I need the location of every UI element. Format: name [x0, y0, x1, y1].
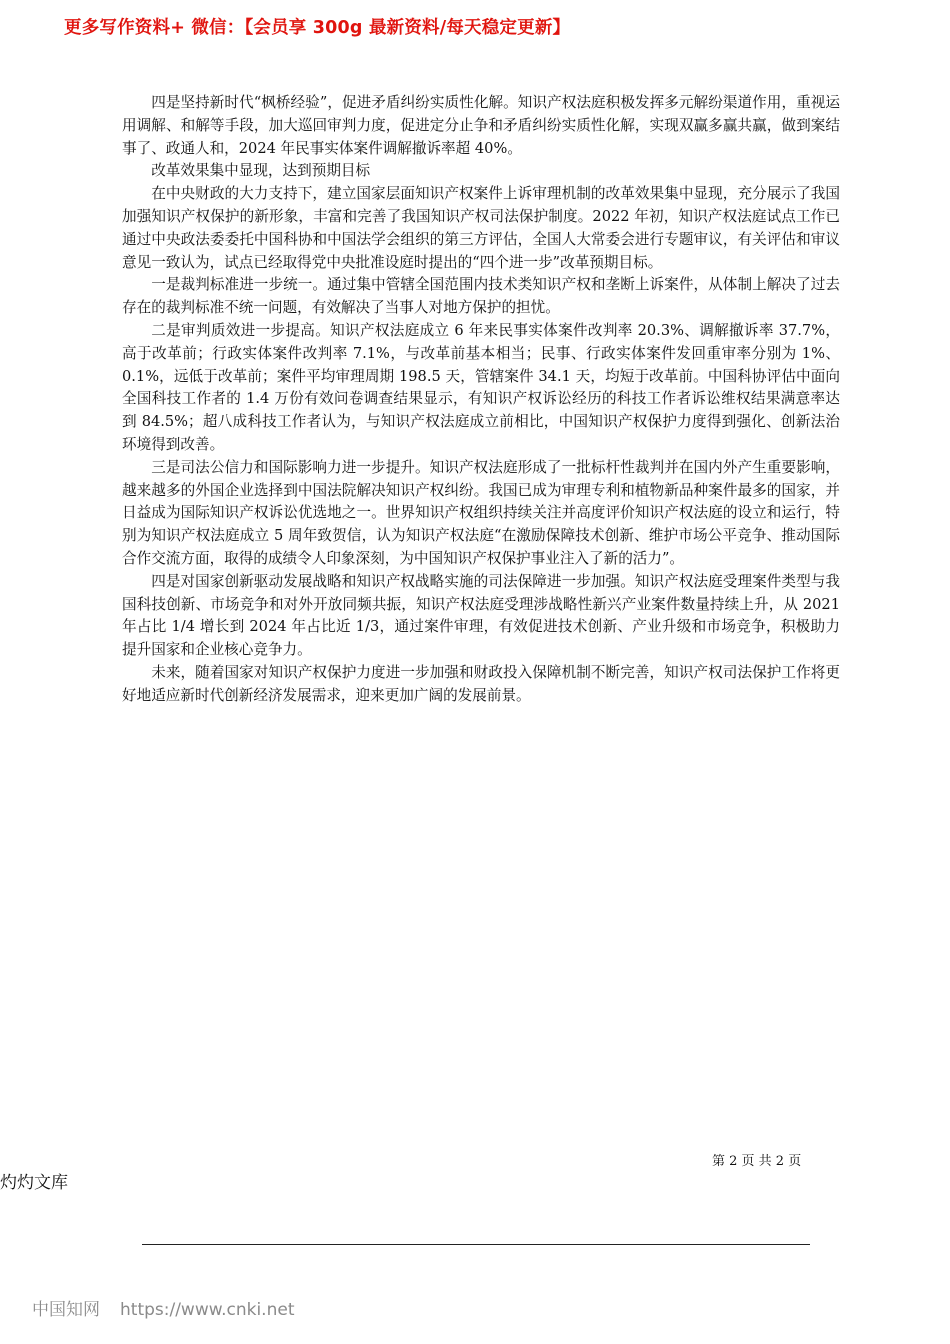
paragraph: 在中央财政的大力支持下，建立国家层面知识产权案件上诉审理机制的改革效果集中显现，充分展示了我国加强知识产权保护的新形象，丰富和完善了我国知识产权司法保护制度。2022 年初，知识产权法庭试点工作已通过中央政法委委托中国科协和中国法学会组织的第三方评估，全国人大常委会进行专题审议，有关评估和审议意见一致认为，试点已经取得党中央批准设庭时提出的“四个进一步”改革预期目标。	[122, 185, 840, 271]
watermark	[32, 1295, 294, 1320]
paragraph: 四是坚持新时代“枫桥经验”，促进矛盾纠纷实质性化解。知识产权法庭积极发挥多元解纷渠道作用，重视运用调解、和解等手段，加大巡回审判力度，促进定分止争和矛盾纠纷实质性化解，实现双赢多赢共赢，做到案结事了、政通人和，2024 年民事实体案件调解撤诉率超 40%。	[122, 94, 840, 157]
section-heading: 改革效果集中显现，达到预期目标	[151, 162, 371, 180]
footer-divider	[142, 1244, 810, 1245]
document-body	[122, 92, 840, 708]
watermark-url: https://www.cnki.net	[120, 1300, 295, 1320]
library-name: 灼灼文库	[0, 1173, 68, 1193]
paragraph: 一是裁判标准进一步统一。通过集中管辖全国范围内技术类知识产权和垄断上诉案件，从体制上解决了过去存在的裁判标准不统一问题，有效解决了当事人对地方保护的担忧。	[122, 276, 840, 317]
page-number: 第 2 页 共 2 页	[712, 1154, 802, 1169]
paragraph: 未来，随着国家对知识产权保护力度进一步加强和财政投入保障机制不断完善，知识产权司法保护工作将更好地适应新时代创新经济发展需求，迎来更加广阔的发展前景。	[122, 663, 840, 704]
paragraph: 四是对国家创新驱动发展战略和知识产权战略实施的司法保障进一步加强。知识产权法庭受理案件类型与我国科技创新、市场竞争和对外开放同频共振，知识产权法庭受理涉战略性新兴产业案件数量持续上升，从 2021 年占比 1/4 增长到 2024 年占比近 1/3，通过案件审理，有效促进技术创新、产业升级和市场竞争，积极助力提升国家和企业核心竞争力。	[122, 572, 840, 659]
watermark-site-name: 中国知网	[32, 1300, 100, 1320]
promo-banner: 更多写作资料+ 微信：【会员享 300g 最新资料/每天稳定更新】	[64, 18, 571, 38]
paragraph: 三是司法公信力和国际影响力进一步提升。知识产权法庭形成了一批标杆性裁判并在国内外产生重要影响，越来越多的外国企业选择到中国法院解决知识产权纠纷。我国已成为审理专利和植物新品种案件最多的国家，并日益成为国际知识产权诉讼优选地之一。世界知识产权组织持续关注并高度评价知识产权法庭的设立和运行，特别为知识产权法庭成立 5 周年致贺信，认为知识产权法庭“在激励保障技术创新、维护市场公平竞争、推动国际合作交流方面，取得的成绩令人印象深刻，为中国知识产权保护事业注入了新的活力”。	[122, 458, 840, 567]
paragraph: 二是审判质效进一步提高。知识产权法庭成立 6 年来民事实体案件改判率 20.3%、调解撤诉率 37.7%，高于改革前；行政实体案件改判率 7.1%，与改革前基本相当；民事、行政实体案件发回重审率分别为 1%、0.1%，远低于改革前；案件平均审理周期 198.5 天，管辖案件 34.1 天，均短于改革前。中国科协评估中面向全国科技工作者的 1.4 万份有效问卷调查结果显示，有知识产权诉讼经历的科技工作者诉讼维权结果满意率达到 84.5%；超八成科技工作者认为，与知识产权法庭成立前相比，中国知识产权保护力度得到强化、创新法治环境得到改善。	[122, 321, 840, 453]
